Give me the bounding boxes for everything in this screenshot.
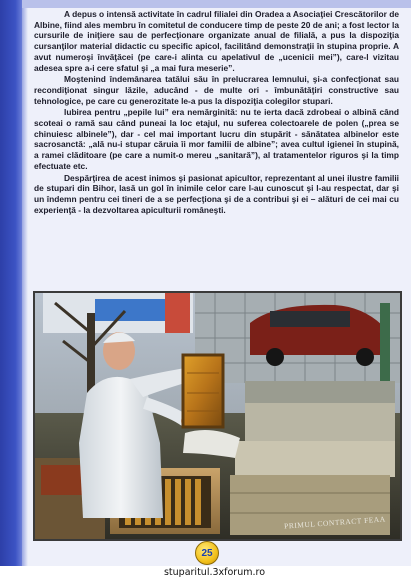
photo-handwritten-caption: PRIMUL CONTRACT FEAA: [284, 514, 387, 531]
page-top-strip: [22, 0, 411, 8]
beekeeper-photo-drawing: [35, 293, 400, 539]
article-text: [34, 9, 399, 216]
page-number-badge: 25: [195, 541, 219, 565]
page-side-strip-edge: [22, 0, 28, 566]
article-paragraph-3: Iubirea pentru „pepile lui” era nemărginită: nu te ierta dacă zdrobeai o albină când scoteai o ramă sau când puneai la loc etajul, nu suferea colectoarele de polen („prea se chinuiesc albinele”), dar - cel mai important lucru din stupărit - sănătatea albinelor este sacrosanctă: „ală nu-i stupar căruia îi mor familii de albine”; avea cultul igienei în stupină, a ramei clăditoare (pe care a numit-o mereu „sanitară”), al tratamentelor riguros şi la timp efectuate etc.: [34, 107, 399, 171]
site-footer: [0, 566, 411, 580]
article-paragraph-2: Moştenind îndemânarea tatălui său în prelucrarea lemnului, şi-a confecţionat sau recondiţionat singur lăzile, aducând - de multe ori - îmbunătăţiri constructive sau tehnologice, pe care cu generozitate le-a pus la dispoziţia colegilor stupari.: [34, 74, 399, 106]
article-paragraph-4: Despărţirea de acest inimos şi pasionat apicultor, reprezentant al unei ilustre familii de stupari din Bihor, lasă un gol în inimile celor care l-au cunoscut şi l-au respectat, dar şi un îndemn pentru cei tineri de a se perfecţiona şi de a contribui şi ei – alături de cei mai cu experienţă - la dezvoltarea apiculturii româneşti.: [34, 172, 399, 215]
site-url-link[interactable]: stuparitul.3xforum.ro: [163, 567, 266, 578]
page-side-strip: [0, 0, 22, 566]
beekeeper-photo: [33, 291, 402, 541]
article-paragraph-1: A depus o intensă activitate în cadrul filialei din Oradea a Asociaţiei Crescătorilor de Albine, fiind ales membru în comitetul de conducere timp de peste 20 de ani; a fost lector la cursurile de iniţiere sau de perfecţionare organizate anual de filială, a pus la dispoziţia cursanţilor material didactic cu specific apicol, facilitând demonstraţii în stupina proprie. A avut numeroşi învăţăcei (pe care-i alinta cu apelativul de „ucenicii mei”), care-l vizitau adesea spre a-i cere sfatul şi „a mai fura meserie”.: [34, 9, 399, 73]
